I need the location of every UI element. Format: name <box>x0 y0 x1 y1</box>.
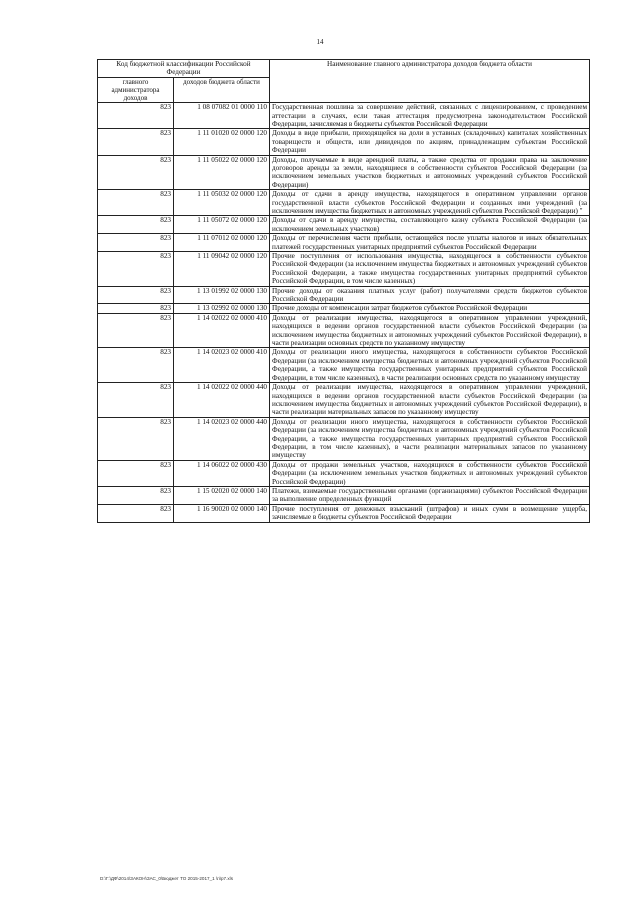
admin-code-cell: 823 <box>98 348 174 383</box>
income-code-cell: 1 14 02022 02 0000 410 <box>174 313 270 348</box>
income-code-cell: 1 11 07012 02 0000 120 <box>174 234 270 252</box>
table-row <box>98 190 590 216</box>
admin-code-cell: 823 <box>98 103 174 129</box>
income-code-cell: 1 08 07082 01 0000 110 <box>174 103 270 129</box>
income-name-cell: Доходы от реализации иного имущества, находящегося в собственности субъектов Российской Федерации (за исключением имущества бюджетных и автономных учреждений субъектов Российской Федерации, а также имущества государственных унитарных предприятий субъектов Российской Федерации, в том числе казенных), в части реализации материальных запасов по указанному имуществу <box>270 417 590 460</box>
income-name-cell: Доходы от перечисления части прибыли, остающейся после уплаты налогов и иных обязательных платежей государственных унитарных предприятий субъектов Российской Федерации <box>270 234 590 252</box>
table-row <box>98 504 590 522</box>
header-code-group: Код бюджетной классификации Российской Федерации <box>98 60 270 78</box>
header-admin-column: главного администратора доходов <box>98 77 174 102</box>
admin-code-cell: 823 <box>98 504 174 522</box>
income-code-cell: 1 14 02022 02 0000 440 <box>174 383 270 418</box>
table-row <box>98 417 590 460</box>
income-code-cell: 1 14 06022 02 0000 430 <box>174 460 270 486</box>
income-code-cell: 1 11 01020 02 0000 120 <box>174 129 270 155</box>
income-code-cell: 1 11 05032 02 0000 120 <box>174 190 270 216</box>
income-code-cell: 1 13 01992 02 0000 130 <box>174 286 270 304</box>
income-name-cell: Прочие доходы от оказания платных услуг (работ) получателями средств бюджетов субъектов Российской Федерации <box>270 286 590 304</box>
income-name-cell: Доходы в виде прибыли, приходящейся на доли в уставных (складочных) капиталах хозяйственных товариществ и обществ, или дивидендов по акциям, принадлежащим субъектам Российской Федерации <box>270 129 590 155</box>
admin-code-cell: 823 <box>98 234 174 252</box>
income-code-cell: 1 11 05022 02 0000 120 <box>174 155 270 190</box>
income-name-cell: Прочие поступления от использования имущества, находящегося в собственности субъектов Российской Федерации (за исключением имущества бюджетных и автономных учреждений субъектов Российской Федерации, а также имущества государственных унитарных предприятий субъектов Российской Федерации, в том числе казенных) <box>270 252 590 287</box>
income-name-cell: Платежи, взимаемые государственными органами (организациями) субъектов Российской Федерации за выполнение определенных функций <box>270 486 590 504</box>
income-code-cell: 1 14 02023 02 0000 440 <box>174 417 270 460</box>
income-name-cell: Доходы от реализации иного имущества, находящегося в собственности субъектов Российской Федерации (за исключением имущества бюджетных и автономных учреждений субъектов Российской Федерации, а также имущества государственных унитарных предприятий субъектов Российской Федерации, в том числе казенных), в части реализации основных средств по указанному имуществу <box>270 348 590 383</box>
income-name-cell: Прочие поступления от денежных взысканий (штрафов) и иных сумм в возмещение ущерба, зачисляемые в бюджеты субъектов Российской Федерации <box>270 504 590 522</box>
page-number: 14 <box>316 38 324 46</box>
header-name-column: Наименование главного администратора доходов бюджета области <box>270 60 590 103</box>
income-code-cell: 1 15 02020 02 0000 140 <box>174 486 270 504</box>
income-administrators-table <box>97 59 590 523</box>
admin-code-cell: 823 <box>98 304 174 313</box>
admin-code-cell: 823 <box>98 155 174 190</box>
header-row <box>98 60 590 78</box>
table-row <box>98 486 590 504</box>
table-row <box>98 383 590 418</box>
income-name-cell: Государственная пошлина за совершение действий, связанных с лицензированием, с проведением аттестации в случаях, если такая аттестация предусмотрена законодательством Российской Федерации, зачисляемая в бюджеты субъектов Российской Федерации <box>270 103 590 129</box>
income-name-cell: Доходы от реализации имущества, находящегося в оперативном управлении учреждений, находящихся в ведении органов государственной власти субъектов Российской Федерации (за исключением имущества бюджетных и автономных учреждений субъектов Российской Федерации), в части реализации основных средств по указанному имуществу <box>270 313 590 348</box>
income-name-cell: Доходы от продажи земельных участков, находящихся в собственности субъектов Российской Федерации (за исключением земельных участков бюджетных и автономных учреждений субъектов Российской Федерации) <box>270 460 590 486</box>
admin-code-cell: 823 <box>98 417 174 460</box>
income-code-cell: 1 11 09042 02 0000 120 <box>174 252 270 287</box>
admin-code-cell: 823 <box>98 252 174 287</box>
table-row <box>98 234 590 252</box>
table-row <box>98 460 590 486</box>
admin-code-cell: 823 <box>98 383 174 418</box>
income-code-cell: 1 16 90020 02 0000 140 <box>174 504 270 522</box>
table-row <box>98 313 590 348</box>
income-name-cell: Доходы от сдачи в аренду имущества, составляющего казну субъекта Российской Федерации (за исключением земельных участков) <box>270 216 590 234</box>
table-row <box>98 216 590 234</box>
admin-code-cell: 823 <box>98 460 174 486</box>
income-name-cell: Прочие доходы от компенсации затрат бюджетов субъектов Российской Федерации <box>270 304 590 313</box>
admin-code-cell: 823 <box>98 486 174 504</box>
table-row <box>98 155 590 190</box>
admin-code-cell: 823 <box>98 190 174 216</box>
income-name-cell: Доходы, получаемые в виде арендной платы, а также средства от продажи права на заключение договоров аренды за земли, находящиеся в собственности субъектов Российской Федерации (за исключением земельных участков бюджетных и автономных учреждений субъектов Российской Федерации) <box>270 155 590 190</box>
admin-code-cell: 823 <box>98 313 174 348</box>
admin-code-cell: 823 <box>98 286 174 304</box>
income-code-cell: 1 11 05072 02 0000 120 <box>174 216 270 234</box>
table-row <box>98 304 590 313</box>
income-code-cell: 1 14 02023 02 0000 410 <box>174 348 270 383</box>
admin-code-cell: 823 <box>98 129 174 155</box>
table-row <box>98 348 590 383</box>
income-name-cell: Доходы от реализации имущества, находящегося в оперативном управлении учреждений, находящихся в ведении органов государственной власти субъектов Российской Федерации (за исключением имущества бюджетных и автономных учреждений субъектов Российской Федерации), в части реализации материальных запасов по указанному имуществу <box>270 383 590 418</box>
income-name-cell: Доходы от сдачи в аренду имущества, находящегося в оперативном управлении органов государственной власти субъектов Российской Федерации и созданных ими учреждений (за исключением имущества бюджетных и автономных учреждений субъектов Российской Федерации) " <box>270 190 590 216</box>
table-row <box>98 286 590 304</box>
table-row <box>98 129 590 155</box>
header-income-column: доходов бюджета области <box>174 77 270 102</box>
file-path-footer: D:\Г:\ДФ\2014\ЗАКОН\ЗАС_0\Бюджет ТО 2015-2017_1 \п\р7.xls <box>100 876 233 881</box>
income-code-cell: 1 13 02992 02 0000 130 <box>174 304 270 313</box>
table-row <box>98 103 590 129</box>
table-row <box>98 252 590 287</box>
table-body <box>98 103 590 523</box>
admin-code-cell: 823 <box>98 216 174 234</box>
